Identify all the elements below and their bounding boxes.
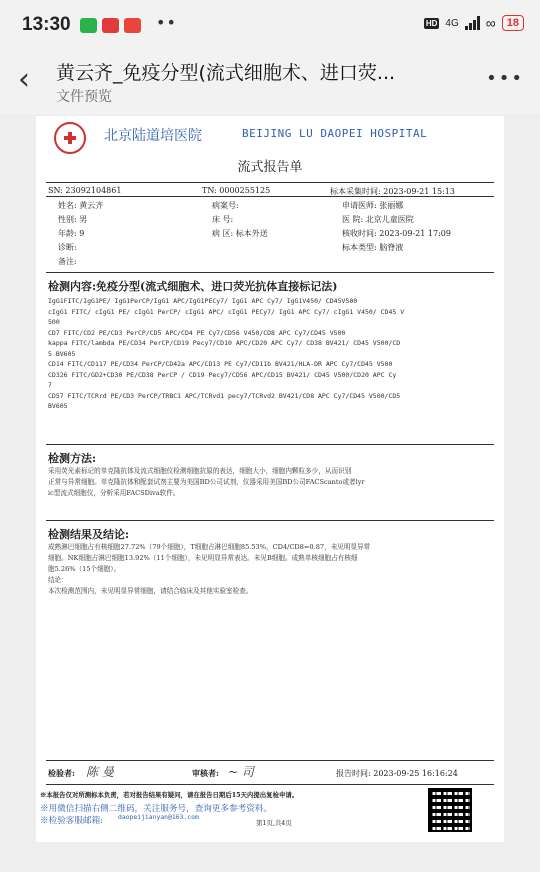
content-line: BV605 <box>48 402 68 410</box>
remark: 备注: <box>58 257 77 266</box>
content-line: CD57 FITC/TCRrd PE/CD3 PerCP/TRBC1 APC/TCRvd1 pecy7/TCRvd2 BV421/CD8 APC Cy7/CD45 V500/CD5 <box>48 391 401 400</box>
ward: 病 区: 标本外送 <box>212 229 268 238</box>
tester-label: 检验者: <box>48 768 75 778</box>
receive-time: 核收时间: 2023-09-21 17:09 <box>342 229 451 238</box>
divider <box>46 784 494 785</box>
app-notification-icon-2 <box>124 18 141 33</box>
method-section-border <box>46 444 494 445</box>
patient-age: 年龄: 9 <box>58 229 85 238</box>
reviewer-signature: ~ 司 <box>228 765 254 779</box>
tn: TN: 0000255125 <box>202 186 271 195</box>
method-line: 采用荧光素标记的单克隆抗体及流式细胞仪检测细胞抗原的表达，细胞大小，细胞内颗粒多少，从而识别 <box>48 467 352 475</box>
content-line: CD14 FITC/CD117 PE/CD34 PerCP/CD42a APC/CD13 PE Cy7/CD11b BV421/HLA-DR APC Cy7/CD45 V500 <box>48 360 393 368</box>
content-line: IgG1FITC/IgG1PE/ IgG1PerCP/IgG1 APC/IgG1PECy7/ IgG1 APC Cy7/ IgG1V450/ CD45V500 <box>48 297 358 305</box>
hotspot-icon: ∞ <box>485 15 496 31</box>
wechat-icon <box>80 18 97 33</box>
more-notifications-icon: •• <box>156 13 177 32</box>
hospital-logo <box>54 122 86 154</box>
content-line: 5 BV605 <box>48 349 76 358</box>
divider <box>46 196 494 197</box>
bed: 床 号: <box>212 215 234 224</box>
case-no: 病案号: <box>212 201 239 210</box>
report-document <box>36 116 504 842</box>
battery-icon: 18 <box>502 15 524 31</box>
email-label: ※检验客服邮箱: <box>40 816 104 826</box>
page-number: 第1页,共4页 <box>256 819 292 827</box>
diagnosis: 诊断: <box>58 243 77 252</box>
signal-icon <box>465 16 480 30</box>
sample-type: 标本类型: 脑脊液 <box>342 243 404 252</box>
network-label: 4G <box>445 17 459 29</box>
patient-sex: 性别: 男 <box>58 215 88 224</box>
hd-icon: HD <box>425 18 438 28</box>
result-line: 结论： <box>48 576 68 584</box>
document-subtitle: 文件预览 <box>56 89 112 105</box>
document-title: 黄云齐_免疫分型(流式细胞术、进口荧... <box>56 62 396 84</box>
method-line: 正常与异常细胞。单克隆抗体和配套试剂主要为美国BD公司试剂，仪器采用美国BD公司FACScanto或者lyr <box>48 478 365 486</box>
result-text <box>48 542 488 597</box>
content-list <box>48 296 488 412</box>
doctor: 申请医师: 张丽娜 <box>342 201 404 210</box>
method-text <box>48 466 488 499</box>
report-time: 报告时间: 2023-09-25 16:16:24 <box>336 769 458 778</box>
divider <box>46 182 494 183</box>
result-line: 细胞。NK细胞占淋巴细胞13.92%（11个细胞），未见明显异常表达。未见B细胞。成熟单核细胞占有核细 <box>48 554 358 562</box>
content-section-border <box>46 272 494 273</box>
status-indicators <box>424 15 524 31</box>
hospital-name-en: BEIJING LU DAOPEI HOSPITAL <box>242 127 428 140</box>
result-line: 成熟淋巴细胞占有核细胞27.72%（79个细胞），T细胞占淋巴细胞85.53%，CD4/CD8=0.87，未见明显异常 <box>48 543 371 551</box>
content-line: cIgG1 FITC/ cIgG1 PE/ cIgG1 PerCP/ cIgG1 APC/ cIgG1 PECy7/ IgG1 APC Cy7/ cIgG1 V450/ CD45 V <box>48 307 405 316</box>
content-line: 7 <box>48 381 52 389</box>
sn: SN: 23092104861 <box>48 186 122 195</box>
nav-bar <box>0 52 540 114</box>
method-heading: 检测方法: <box>48 452 97 465</box>
wechat-note: ※用微信扫描右侧二维码，关注服务号，查询更多参考资料。 <box>40 804 273 814</box>
back-icon[interactable]: ‹ <box>18 62 30 97</box>
result-line: 本次检测范围内，未见明显异常细胞，请结合临床及其他实验室检查。 <box>48 587 253 595</box>
content-line: CD326 FITC/GD2+CD30 PE/CD38 PerCP / CD19 Pecy7/CD56 APC/CD15 BV421/ CD45 V500/CD20 APC Cy <box>48 370 397 379</box>
content-line: 500 <box>48 318 60 326</box>
more-icon[interactable]: ••• <box>486 68 524 89</box>
app-notification-icon <box>102 18 119 33</box>
hospital-dept: 医 院: 北京儿童医院 <box>342 215 414 224</box>
hospital-name-cn: 北京陆道培医院 <box>104 128 202 144</box>
tester-signature: 陈 曼 <box>86 765 114 779</box>
result-section-border <box>46 520 494 521</box>
result-line: 胞5.26%（15个细胞）。 <box>48 565 121 573</box>
patient-name: 姓名: 黄云齐 <box>58 201 104 210</box>
content-heading: 检测内容:免疫分型(流式细胞术、进口荧光抗体直接标记法) <box>48 280 338 293</box>
disclaimer-note: ※本报告仅对所测标本负责，若对报告结果有疑问，请在报告日期后15天内提出复检申请。 <box>40 791 299 799</box>
reviewer-label: 审核者: <box>192 768 219 778</box>
divider <box>46 760 494 761</box>
result-heading: 检测结果及结论: <box>48 528 130 541</box>
qr-code-icon <box>428 788 472 832</box>
status-time: 13:30 <box>22 14 71 35</box>
status-bar <box>0 0 540 52</box>
method-line: ic型流式细胞仪，分析采用FACSDiva软件。 <box>48 489 180 497</box>
content-line: kappa FITC/lambda PE/CD34 PerCP/CD19 Pecy7/CD10 APC/CD20 APC Cy7/ CD38 BV421/ CD45 V500/CD <box>48 339 401 347</box>
content-line: CD7 FITC/CD2 PE/CD3 PerCP/CD5 APC/CD4 PE Cy7/CD56 V450/CD8 APC Cy7/CD45 V500 <box>48 328 346 337</box>
collect-time: 标本采集时间: 2023-09-21 15:13 <box>330 187 455 196</box>
report-title: 流式报告单 <box>237 160 303 175</box>
email-value: daopeijianyan@163.com <box>118 813 199 821</box>
